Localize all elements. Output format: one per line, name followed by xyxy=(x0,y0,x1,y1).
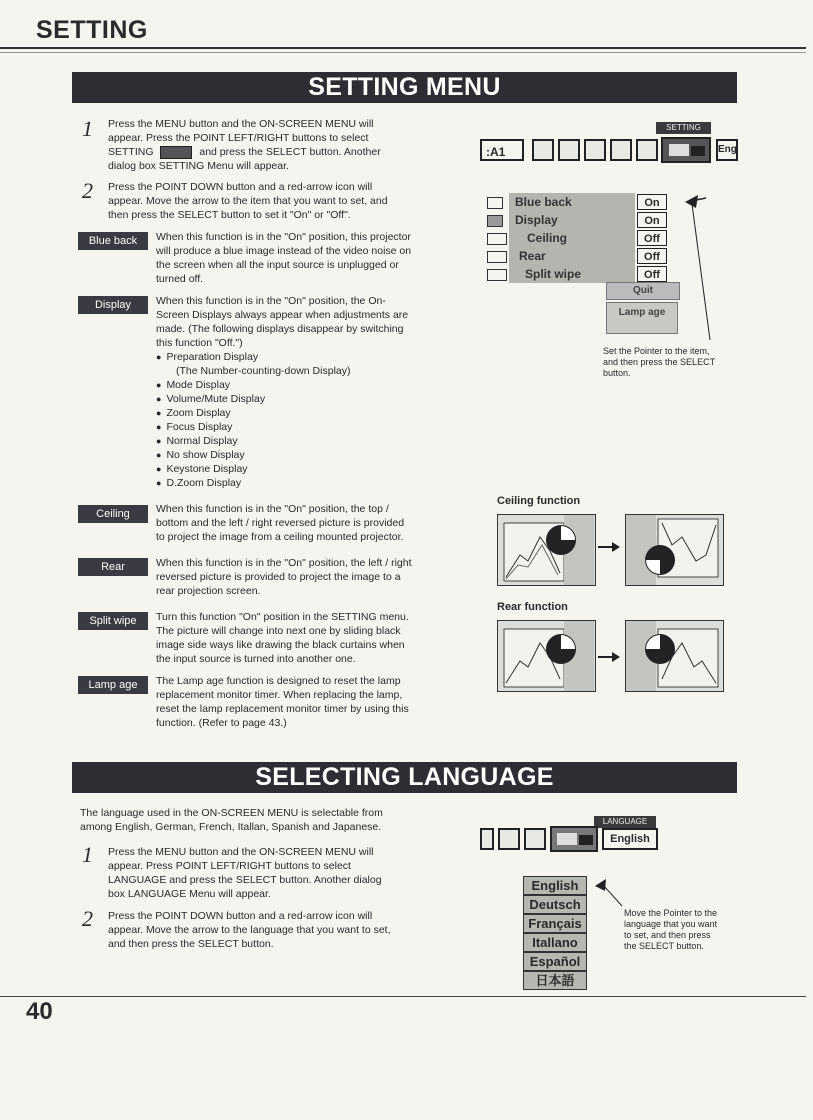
osd-row-label: Ceiling xyxy=(509,229,635,247)
step-1-line: dialog box SETTING Menu will appear. xyxy=(108,160,289,172)
display-list-item: ● Keystone Display xyxy=(156,462,456,476)
osd-language-label: Eng xyxy=(716,139,738,161)
intro-line: among English, German, French, Itallan, Spanish and Japanese. xyxy=(80,821,382,833)
rear-line: reversed picture is provided to project the image to a xyxy=(156,571,401,583)
ceiling-image-icon xyxy=(626,515,723,585)
ceiling-label: Ceiling xyxy=(78,505,148,523)
display-list-item: ● Normal Display xyxy=(156,434,456,448)
osd-language-tab-label: LANGUAGE xyxy=(594,816,656,828)
osd-move-icon xyxy=(480,828,494,850)
language-option-francais[interactable]: Français xyxy=(523,914,587,933)
osd-screen2-icon xyxy=(636,139,658,161)
step-2-text xyxy=(108,180,453,222)
before-image-icon xyxy=(498,515,595,585)
osd-setting-icon xyxy=(661,137,711,163)
osd-setting-rows xyxy=(487,193,687,283)
arrow-right-icon xyxy=(598,540,622,554)
caption-line: to set, and then press xyxy=(624,930,711,940)
display-label: Display xyxy=(78,296,148,314)
osd-language-menubar xyxy=(480,826,690,852)
step-1-text xyxy=(108,117,453,173)
display-list xyxy=(156,350,456,490)
blue-back-line: When this function is in the "On" position, this projector xyxy=(156,231,411,243)
osd-language-caption xyxy=(624,908,754,952)
caption-line: the SELECT button. xyxy=(624,941,704,951)
caption-line: language that you want xyxy=(624,919,718,929)
osd-screen-icon xyxy=(498,828,520,850)
display-list-item: ● Mode Display xyxy=(156,378,456,392)
osd-setting-icon xyxy=(550,826,598,852)
header-rule xyxy=(0,47,806,49)
step-1-line: Press the MENU button and the ON-SCREEN MENU will xyxy=(108,118,374,130)
osd-input-label: :A1 xyxy=(480,139,524,161)
display-list-item: ● Focus Display xyxy=(156,420,456,434)
ceiling-before-picture xyxy=(497,514,596,586)
lang-step-2-line: and then press the SELECT button. xyxy=(108,938,274,950)
caption-line: and then press the SELECT xyxy=(603,357,716,367)
caption-line: Move the Pointer to the xyxy=(624,908,718,918)
intro-line: The language used in the ON-SCREEN MENU is selectable from xyxy=(80,807,383,819)
rear-image-icon xyxy=(626,621,723,691)
lang-step-1-text xyxy=(108,845,453,901)
osd-row-value: On xyxy=(637,212,667,228)
rear-label: Rear xyxy=(78,558,148,576)
rear-text xyxy=(156,556,456,598)
display-line: this function "Off.") xyxy=(156,337,243,349)
lang-step-1-number: 1 xyxy=(82,842,93,867)
setting-tab-icon xyxy=(160,146,192,159)
lamp-age-line: reset the lamp replacement monitor timer by using this xyxy=(156,703,409,715)
step-1-line-rest: and press the SELECT button. Another xyxy=(199,146,381,158)
osd-current-language: English xyxy=(602,828,658,850)
blue-back-label: Blue back xyxy=(78,232,148,250)
osd-row-ceiling[interactable] xyxy=(487,229,687,247)
osd-row-label: Split wipe xyxy=(509,265,635,283)
split-wipe-line: the input source is turned into another one. xyxy=(156,653,356,665)
caption-line: button. xyxy=(603,368,631,378)
caption-line: Set the Pointer to the item, xyxy=(603,346,710,356)
rear-icon xyxy=(487,251,507,263)
display-list-item: ● No show Display xyxy=(156,448,456,462)
rear-function-title: Rear function xyxy=(497,601,568,613)
language-list xyxy=(523,876,587,990)
osd-row-label: Blue back xyxy=(509,193,635,211)
osd-setting-tab-label: SETTING xyxy=(656,122,711,134)
split-wipe-text xyxy=(156,610,456,666)
osd-row-split-wipe[interactable] xyxy=(487,265,687,283)
rear-line: When this function is in the "On" position, the left / right xyxy=(156,557,412,569)
setting-menu-banner: SETTING MENU xyxy=(72,72,737,103)
step-1-line xyxy=(108,145,453,159)
split-wipe-icon xyxy=(487,269,507,281)
display-list-item: (The Number-counting-down Display) xyxy=(176,365,351,377)
blue-back-line: turned off. xyxy=(156,273,204,285)
split-wipe-line: image side ways like drawing the black curtains when xyxy=(156,639,405,651)
osd-quit-button[interactable]: Quit xyxy=(606,282,680,300)
step-2-line: appear. Move the arrow to the item that you want to set, and xyxy=(108,195,388,207)
osd-move-icon xyxy=(584,139,606,161)
lang-step-1-line: appear. Press POINT LEFT/RIGHT buttons to select xyxy=(108,860,351,872)
lang-step-1-line: Press the MENU button and the ON-SCREEN MENU will xyxy=(108,846,374,858)
lamp-age-line: function. (Refer to page 43.) xyxy=(156,717,287,729)
osd-setting-caption xyxy=(603,346,743,379)
language-option-italiano[interactable]: Itallano xyxy=(523,933,587,952)
display-text xyxy=(156,294,456,350)
rear-line: rear projection screen. xyxy=(156,585,261,597)
lang-step-2-number: 2 xyxy=(82,906,93,931)
osd-row-label: Rear xyxy=(509,247,635,265)
language-option-english[interactable]: English xyxy=(523,876,587,895)
blue-back-line: the screen when all the input source is unplugged or xyxy=(156,259,399,271)
rear-before-picture xyxy=(497,620,596,692)
language-option-japanese[interactable]: 日本語 xyxy=(523,971,587,990)
lamp-age-text xyxy=(156,674,456,730)
page-header: SETTING xyxy=(36,16,148,44)
osd-row-rear[interactable] xyxy=(487,247,687,265)
osd-row-value: Off xyxy=(637,248,667,264)
osd-screen2-icon xyxy=(524,828,546,850)
language-intro xyxy=(80,806,460,834)
ceiling-line: When this function is in the "On" position, the top / xyxy=(156,503,389,515)
pointer-arrow-icon xyxy=(660,190,720,350)
display-line: When this function is in the "On" position, the On- xyxy=(156,295,386,307)
language-option-espanol[interactable]: Español xyxy=(523,952,587,971)
pointer-arrow-icon xyxy=(592,876,632,910)
header-rule-thin xyxy=(0,52,806,53)
osd-row-label: Display xyxy=(509,211,635,229)
page-number: 40 xyxy=(26,998,53,1025)
display-list-item: ● D.Zoom Display xyxy=(156,476,456,490)
lamp-age-line: replacement monitor timer. When replacing the lamp, xyxy=(156,689,403,701)
osd-row-blue-back[interactable] xyxy=(487,193,687,211)
split-wipe-line: Turn this function "On" position in the SETTING menu. xyxy=(156,611,409,623)
blue-back-text xyxy=(156,230,456,286)
lang-step-2-line: Press the POINT DOWN button and a red-arrow icon will xyxy=(108,910,373,922)
step-2-line: then press the SELECT button to set it "On" or "Off". xyxy=(108,209,351,221)
osd-setting-menubar xyxy=(478,136,738,166)
language-option-deutsch[interactable]: Deutsch xyxy=(523,895,587,914)
step-1-line: appear. Press the POINT LEFT/RIGHT buttons to select xyxy=(108,132,369,144)
display-line: Screen Displays always appear when adjustments are xyxy=(156,309,409,321)
step-1-number: 1 xyxy=(82,116,93,141)
split-wipe-line: The picture will change into next one by sliding black xyxy=(156,625,401,637)
lamp-age-line: The Lamp age function is designed to reset the lamp xyxy=(156,675,401,687)
ceiling-line: to project the image from a ceiling mounted projector. xyxy=(156,531,404,543)
split-wipe-label: Split wipe xyxy=(78,612,148,630)
display-list-item: ● Zoom Display xyxy=(156,406,456,420)
language-banner: SELECTING LANGUAGE xyxy=(72,762,737,793)
osd-grid-icon xyxy=(532,139,554,161)
osd-lamp-age-button[interactable]: Lamp age xyxy=(606,302,678,334)
display-line: made. (The following displays disappear by switching xyxy=(156,323,404,335)
lang-step-1-line: box LANGUAGE Menu will appear. xyxy=(108,888,271,900)
before-image-icon xyxy=(498,621,595,691)
step-2-number: 2 xyxy=(82,178,93,203)
lamp-age-label: Lamp age xyxy=(78,676,148,694)
blue-back-icon xyxy=(487,197,503,209)
ceiling-after-picture xyxy=(625,514,724,586)
osd-row-display[interactable] xyxy=(487,211,687,229)
osd-row-value: Off xyxy=(637,230,667,246)
lang-step-2-line: appear. Move the arrow to the language that you want to set, xyxy=(108,924,391,936)
ceiling-text xyxy=(156,502,456,544)
step-1-line-setting: SETTING xyxy=(108,146,154,158)
step-2-line: Press the POINT DOWN button and a red-arrow icon will xyxy=(108,181,373,193)
osd-bars-icon xyxy=(558,139,580,161)
lang-step-1-line: LANGUAGE and press the SELECT button. Another dialog xyxy=(108,874,382,886)
osd-screen-icon xyxy=(610,139,632,161)
rear-after-picture xyxy=(625,620,724,692)
osd-row-value: On xyxy=(637,194,667,210)
arrow-right-icon xyxy=(598,650,622,664)
footer-rule xyxy=(0,996,806,997)
lang-step-2-text xyxy=(108,909,453,951)
blue-back-line: will produce a blue image instead of the video noise on xyxy=(156,245,412,257)
ceiling-icon xyxy=(487,233,507,245)
osd-row-value: Off xyxy=(637,266,667,282)
ceiling-line: bottom and the left / right reversed picture is provided xyxy=(156,517,405,529)
display-list-item: ● Preparation Display xyxy=(156,350,456,364)
display-list-item: ● Volume/Mute Display xyxy=(156,392,456,406)
display-icon xyxy=(487,215,503,227)
ceiling-function-title: Ceiling function xyxy=(497,495,581,507)
